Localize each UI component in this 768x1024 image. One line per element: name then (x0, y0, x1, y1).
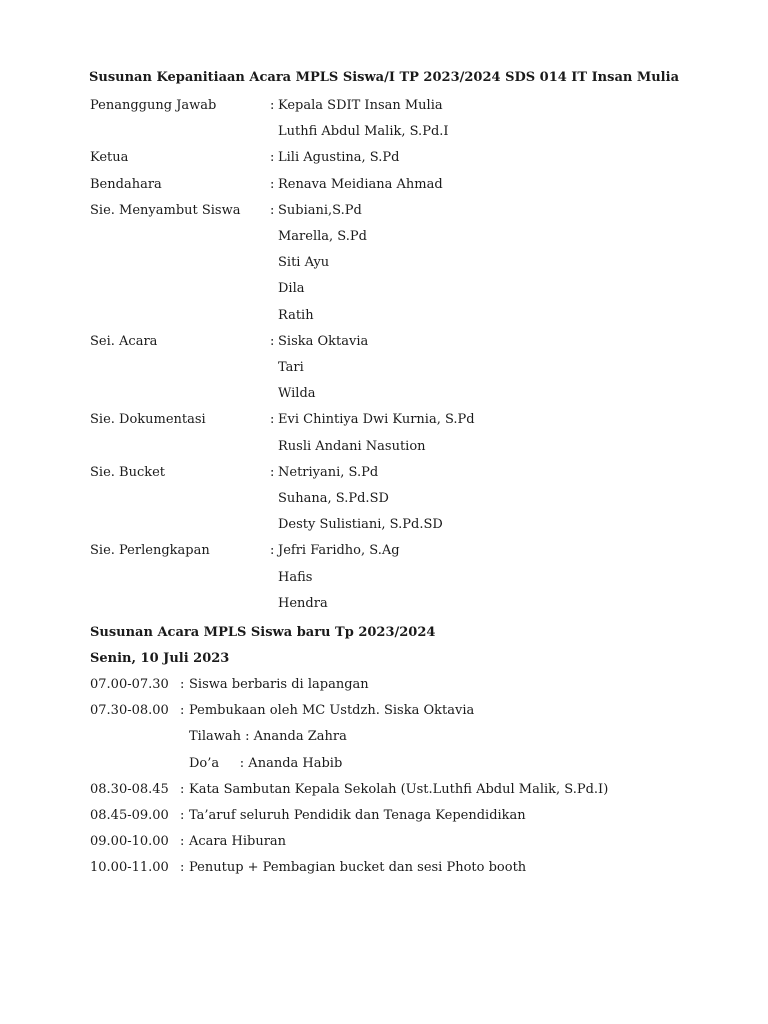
colon-separator: : (180, 808, 185, 823)
committee-member: Tari (278, 360, 304, 375)
colon-separator: : (270, 412, 275, 427)
committee-member: Luthfi Abdul Malik, S.Pd.I (278, 124, 449, 139)
schedule-sub-activity: Do’a : Ananda Habib (189, 756, 343, 771)
committee-member: Siti Ayu (278, 255, 330, 270)
schedule-time: 09.00-10.00 (90, 834, 169, 849)
schedule-time: 07.00-07.30 (90, 677, 169, 692)
committee-member: Marella, S.Pd (278, 229, 367, 244)
schedule-time: 08.45-09.00 (90, 808, 169, 823)
committee-member: Evi Chintiya Dwi Kurnia, S.Pd (278, 412, 475, 427)
committee-member: Subiani,S.Pd (278, 203, 362, 218)
committee-role: Penanggung Jawab (90, 98, 217, 113)
document-title: Susunan Kepanitiaan Acara MPLS Siswa/I TP 2023/2024 SDS 014 IT Insan Mulia (88, 70, 679, 85)
schedule-date: Senin, 10 Juli 2023 (90, 651, 230, 666)
colon-separator: : (270, 543, 275, 558)
committee-role: Bendahara (90, 177, 162, 192)
committee-member: Ratih (278, 308, 314, 323)
committee-member: Netriyani, S.Pd (278, 465, 379, 480)
committee-role: Sie. Menyambut Siswa (90, 203, 241, 218)
schedule-activity: Ta’aruf seluruh Pendidik dan Tenaga Kependidikan (189, 808, 526, 823)
committee-role: Sei. Acara (90, 334, 158, 349)
colon-separator: : (270, 98, 275, 113)
colon-separator: : (180, 677, 185, 692)
colon-separator: : (180, 834, 185, 849)
committee-role: Ketua (90, 150, 129, 165)
committee-member: Renava Meidiana Ahmad (278, 177, 443, 192)
schedule-time: 07.30-08.00 (90, 703, 169, 718)
committee-member: Desty Sulistiani, S.Pd.SD (278, 517, 443, 532)
committee-role: Sie. Dokumentasi (90, 412, 206, 427)
colon-separator: : (270, 177, 275, 192)
colon-separator: : (180, 703, 185, 718)
colon-separator: : (180, 860, 185, 875)
schedule-heading: Susunan Acara MPLS Siswa baru Tp 2023/2024 (90, 625, 436, 640)
committee-member: Kepala SDIT Insan Mulia (278, 98, 443, 113)
committee-member: Siska Oktavia (278, 334, 369, 349)
committee-member: Wilda (278, 386, 316, 401)
schedule-activity: Kata Sambutan Kepala Sekolah (Ust.Luthfi Abdul Malik, S.Pd.I) (189, 782, 609, 797)
committee-role: Sie. Bucket (90, 465, 166, 480)
schedule-activity: Penutup + Pembagian bucket dan sesi Photo booth (189, 860, 527, 875)
committee-role: Sie. Perlengkapan (90, 543, 210, 558)
colon-separator: : (180, 782, 185, 797)
colon-separator: : (270, 203, 275, 218)
colon-separator: : (270, 465, 275, 480)
committee-member: Lili Agustina, S.Pd (278, 150, 400, 165)
committee-member: Hendra (278, 596, 328, 611)
schedule-activity: Siswa berbaris di lapangan (189, 677, 369, 692)
schedule-time: 10.00-11.00 (90, 860, 169, 875)
schedule-activity: Acara Hiburan (189, 834, 287, 849)
colon-separator: : (270, 334, 275, 349)
colon-separator: : (270, 150, 275, 165)
schedule-activity: Pembukaan oleh MC Ustdzh. Siska Oktavia (189, 703, 475, 718)
committee-member: Rusli Andani Nasution (278, 439, 426, 454)
schedule-time: 08.30-08.45 (90, 782, 169, 797)
schedule-sub-activity: Tilawah : Ananda Zahra (189, 729, 347, 744)
committee-member: Dila (278, 281, 305, 296)
committee-member: Jefri Faridho, S.Ag (278, 543, 400, 558)
committee-member: Hafis (278, 570, 313, 585)
committee-member: Suhana, S.Pd.SD (278, 491, 389, 506)
